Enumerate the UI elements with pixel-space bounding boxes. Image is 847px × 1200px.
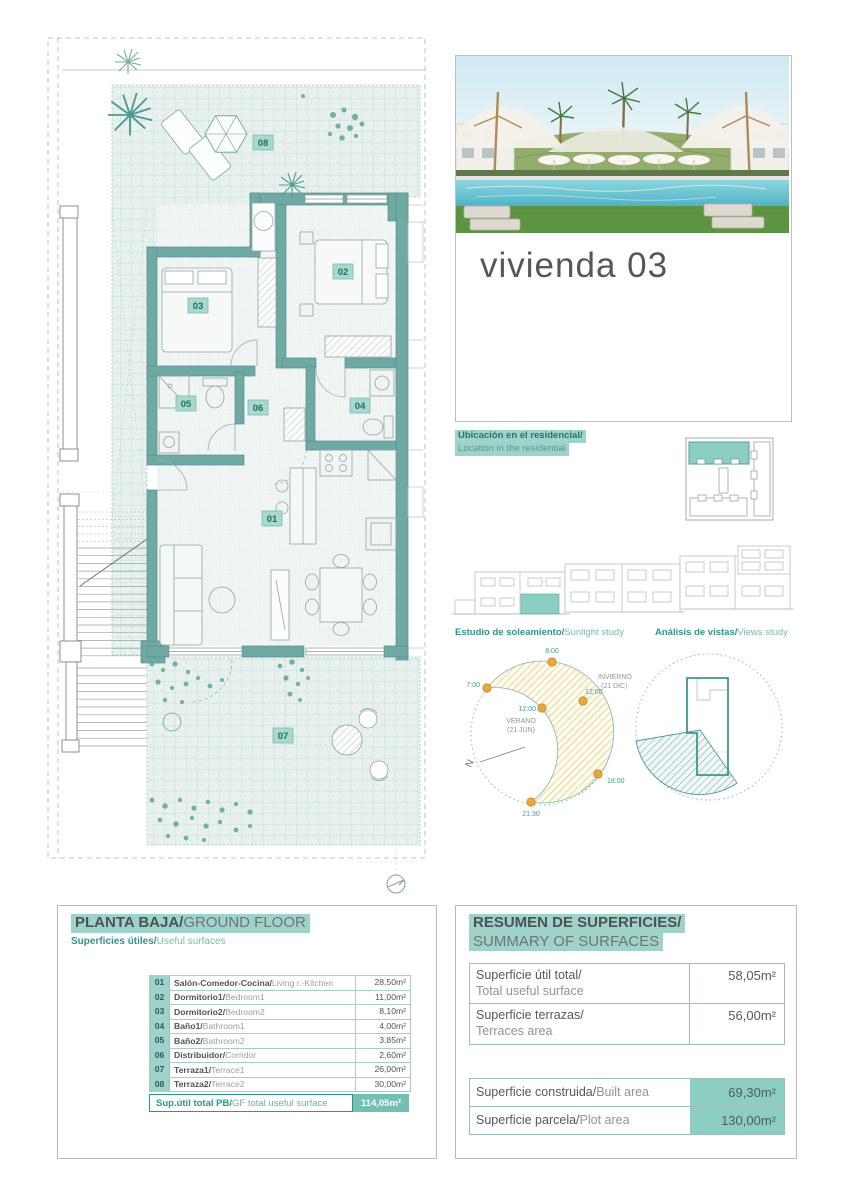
svg-text:12:00: 12:00 [585, 689, 603, 696]
photo-card [455, 55, 792, 422]
unit-title: vivienda 03 [480, 246, 669, 285]
site-plan-diagram [685, 437, 775, 523]
views-study-label: Análisis de vistas/Views study [655, 627, 788, 638]
room-tag-01: 01 [266, 514, 278, 525]
room-tag-04: 04 [354, 401, 366, 412]
north-arrow [464, 747, 525, 769]
sunlight-diagram [455, 640, 640, 835]
svg-text:21:30: 21:30 [522, 811, 540, 818]
table-row: Superficie parcela/ Plot area 130,00m² [470, 1107, 784, 1134]
room-tag-05: 05 [180, 399, 192, 410]
svg-text:8:00: 8:00 [545, 648, 559, 655]
sun-study-label: Estudio de soleamiento/Sunlight study [455, 627, 624, 638]
hedge [456, 170, 789, 176]
svg-text:INVIERNO: INVIERNO [598, 674, 632, 681]
summary-table-bottom [469, 1078, 785, 1135]
floor-plan [40, 28, 440, 896]
room-tag-02: 02 [337, 267, 349, 278]
highlighted-block [689, 442, 749, 464]
summary-panel [455, 905, 797, 1159]
svg-text:VERANO: VERANO [506, 718, 536, 725]
svg-text:18:00: 18:00 [607, 778, 625, 785]
table-row: 04 Baño1/Bathroom1 4,00m² [150, 1020, 410, 1035]
location-label-es: Ubicación en el residencial/ [455, 430, 586, 443]
svg-text:N: N [463, 758, 477, 770]
svg-text:7:00: 7:00 [466, 682, 480, 689]
table-row: 05 Baño2/Bathroom2 3,85m² [150, 1034, 410, 1049]
table-row: 06 Distribuidor/Corridor 2,60m² [150, 1049, 410, 1064]
table-row: Superficie terrazas/ Terraces area 56,00m² [470, 1004, 784, 1043]
table-row: 03 Dormitorio2/Bedroom2 8,10m² [150, 1005, 410, 1020]
pool-water [456, 180, 789, 206]
total-value: 114,05m² [353, 1094, 409, 1112]
room-tag-03: 03 [192, 301, 204, 312]
pool-deck [456, 176, 789, 180]
pool-photo [456, 56, 789, 233]
room-tag-06: 06 [252, 403, 264, 414]
drawing-mark [387, 875, 405, 893]
summary-title: RESUMEN DE SUPERFICIES/ SUMMARY OF SURFACES [469, 914, 685, 951]
room-tag-07: 07 [277, 731, 289, 742]
room-tag-08: 08 [257, 138, 269, 149]
table-row: Superficie construida/ Built area 69,30m² [470, 1079, 784, 1107]
svg-text:12:00: 12:00 [518, 706, 536, 713]
total-row: Sup.útil total PB/ GF total useful surface 114,05m² [149, 1094, 409, 1112]
ground-floor-title: PLANTA BAJA/GROUND FLOOR [71, 914, 310, 933]
svg-text:(21 DIC): (21 DIC) [601, 683, 628, 690]
location-label [455, 430, 586, 456]
summary-table-top [469, 963, 785, 1045]
neighbour-unit-hint [408, 205, 423, 648]
table-row: 07 Terraza1/Terrace1 26,00m² [150, 1063, 410, 1078]
views-diagram [634, 652, 784, 802]
elevation-diagram [450, 542, 796, 628]
highlighted-unit-elevation [521, 594, 559, 614]
table-row: 01 Salón-Comedor-Cocina/Living r.-Kitchen 28,50m² [150, 976, 410, 991]
svg-text:(21 JUN): (21 JUN) [506, 727, 536, 734]
table-row: 08 Terraza2/Terrace2 30,00m² [150, 1078, 410, 1093]
table-row: 02 Dormitorio1/Bedroom1 11,00m² [150, 991, 410, 1006]
location-label-en: Location in the residential [455, 443, 569, 456]
table-row: Superficie útil total/ Total useful surface 58,05m² [470, 964, 784, 1004]
useful-surfaces-table [149, 975, 411, 1092]
ground-floor-panel [57, 905, 437, 1159]
ground-floor-subtitle: Superficies útiles/Useful surfaces [71, 935, 226, 947]
